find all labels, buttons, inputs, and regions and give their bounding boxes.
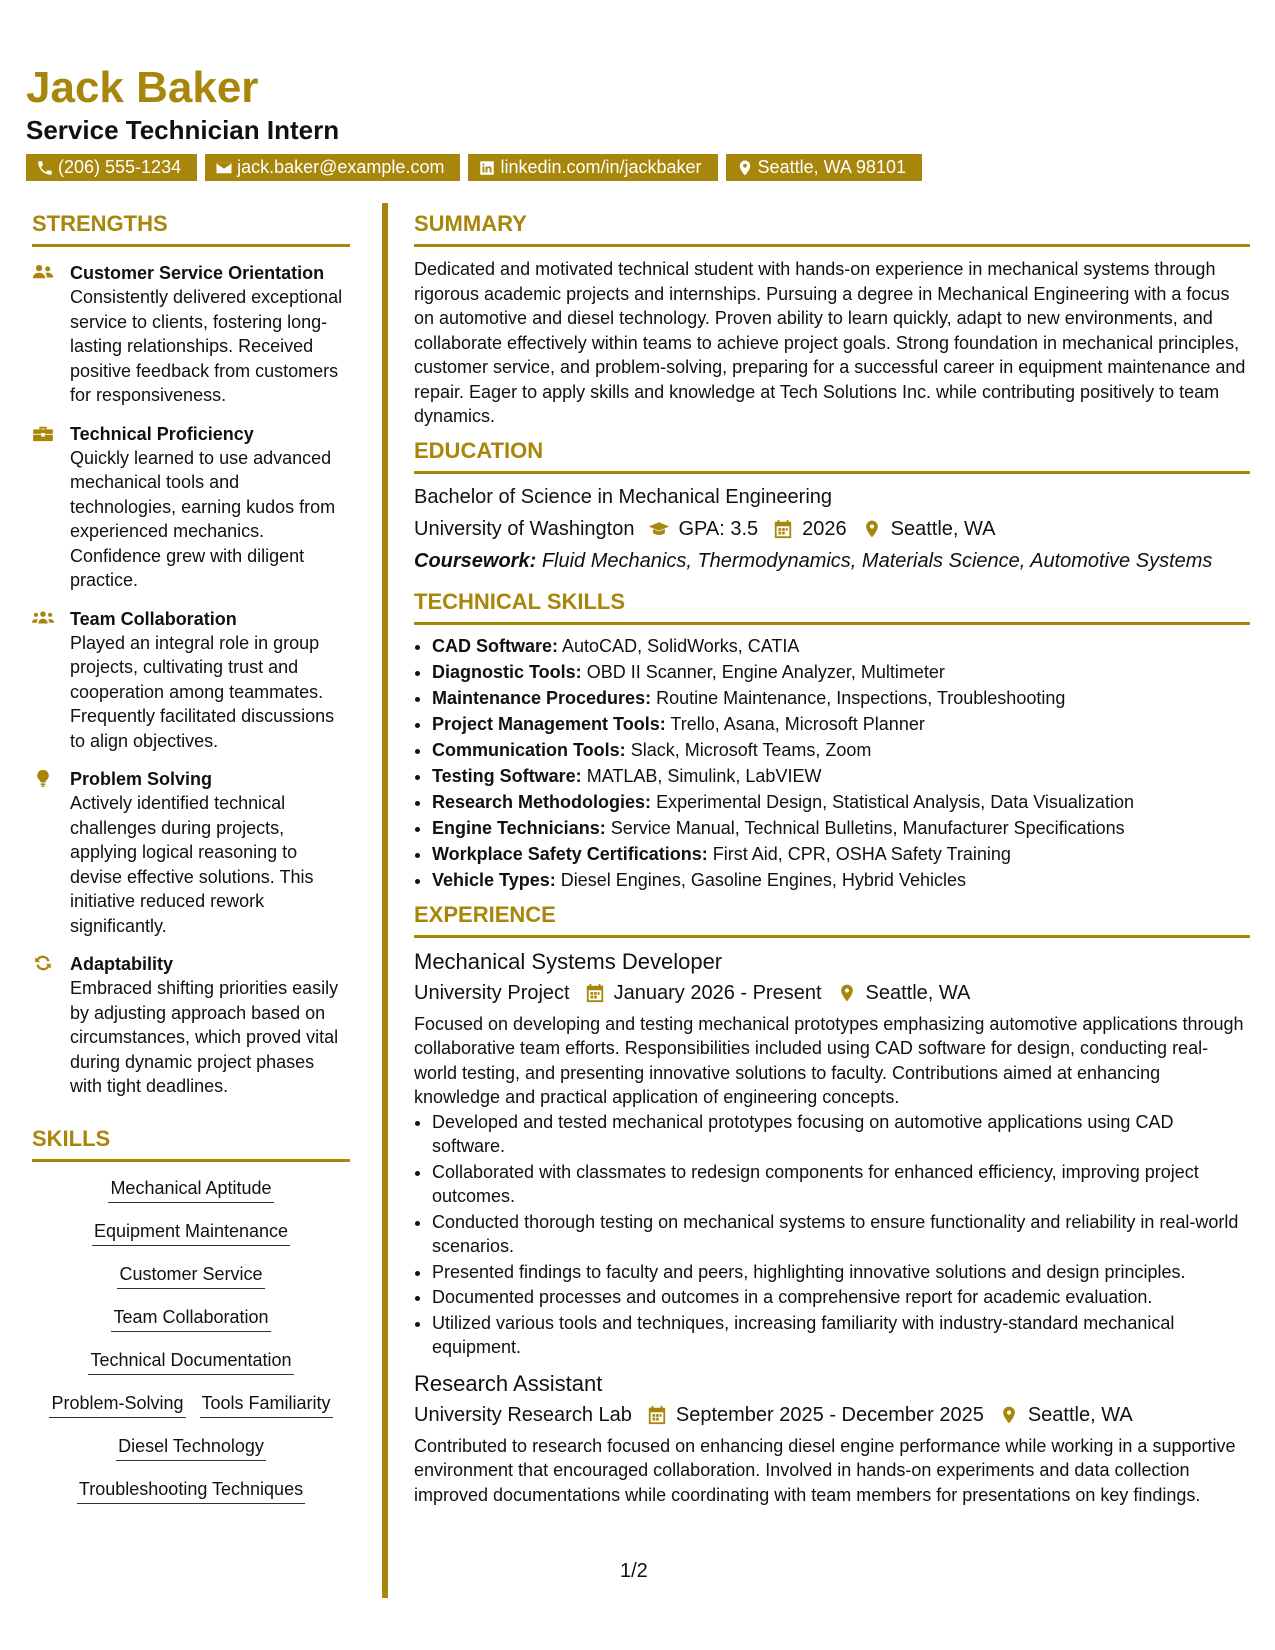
calendar-icon: [584, 983, 606, 1003]
technical-skills-list: [414, 633, 1250, 893]
strengths-heading: STRENGTHS: [32, 210, 350, 247]
list-item: [432, 685, 1250, 711]
list-item: • Utilized various tools and techniques, increasing familiarity with industry-standard mechanical equipment.: [432, 1311, 1250, 1360]
list-item: • Presented findings to faculty and peers, highlighting innovative solutions and design principles.: [432, 1260, 1250, 1285]
coursework: [414, 546, 1250, 576]
job-dates: September 2025 - December 2025: [675, 1403, 984, 1426]
tech-skill-label: Project Management Tools:: [432, 713, 666, 734]
strength-desc: Played an integral role in group projects, cultivating trust and cooperation among teammates. Frequently facilitated discussions to align objectives.: [70, 632, 335, 751]
skill-tag: Tools Familiarity: [200, 1391, 333, 1418]
tech-skill-value: Slack, Microsoft Teams, Zoom: [630, 739, 872, 760]
contact-email[interactable]: [205, 154, 460, 181]
team-icon: [32, 609, 54, 627]
candidate-name: Jack Baker: [26, 63, 259, 112]
strength-item: [32, 261, 350, 408]
lightbulb-icon: [32, 769, 54, 787]
job-org: University Research Lab: [414, 1403, 632, 1426]
location-pin-icon: [836, 983, 858, 1003]
strength-title: Customer Service Orientation: [70, 263, 325, 283]
tech-skill-value: Experimental Design, Statistical Analysis, Data Visualization: [656, 791, 1134, 812]
job-entry: [414, 948, 1250, 1360]
list-item: • Documented processes and outcomes in a comprehensive report for academic evaluation.: [432, 1285, 1250, 1310]
tech-skill-value: Routine Maintenance, Inspections, Troubleshooting: [656, 687, 1066, 708]
skill-tag: Troubleshooting Techniques: [77, 1477, 305, 1504]
technical-skills-heading: TECHNICAL SKILLS: [414, 588, 1250, 625]
location-pin-icon: [861, 519, 883, 539]
strength-desc: Consistently delivered exceptional service to clients, fostering long-lasting relationships. Received positive feedback from customers for responsiveness.: [70, 287, 343, 405]
job-meta: [414, 1400, 1250, 1430]
tech-skill-value: First Aid, CPR, OSHA Safety Training: [712, 843, 1011, 864]
toolbox-icon: [32, 424, 54, 442]
resume-header: [26, 62, 1246, 181]
list-item: [432, 737, 1250, 763]
list-item: [432, 711, 1250, 737]
tech-skill-label: Engine Technicians:: [432, 817, 606, 838]
job-entry: [414, 1370, 1250, 1508]
tech-skill-label: Diagnostic Tools:: [432, 661, 582, 682]
school-name: University of Washington: [414, 517, 635, 540]
location-pin-icon: [736, 159, 754, 177]
location-pin-icon: [998, 1405, 1020, 1425]
contact-linkedin[interactable]: [468, 154, 717, 181]
skill-tag: Equipment Maintenance: [92, 1219, 290, 1246]
list-item: [432, 633, 1250, 659]
job-org: University Project: [414, 981, 570, 1004]
education-meta: [414, 514, 1250, 544]
contact-bar: [26, 154, 1246, 181]
tech-skill-value: MATLAB, Simulink, LabVIEW: [586, 765, 822, 786]
skills-list: [32, 1176, 350, 1504]
list-item: • Developed and tested mechanical prototypes focusing on automotive applications using CAD software.: [432, 1110, 1250, 1159]
strength-item: [32, 422, 350, 593]
sync-icon: [32, 954, 54, 972]
column-divider: [382, 203, 388, 1598]
tech-skill-label: Maintenance Procedures:: [432, 687, 652, 708]
job-description: Focused on developing and testing mechanical prototypes emphasizing automotive applications through collaborative team efforts. Responsibilities included using CAD software for design, conducting real-world testing, and presenting innovative solutions to faculty. Contributions aimed at enhancing knowledge and practical application of engineering concepts.: [414, 1013, 1244, 1107]
graduation-year: 2026: [802, 517, 847, 540]
calendar-icon: [772, 519, 794, 539]
strength-desc: Embraced shifting priorities easily by adjusting approach based on circumstances, which proved vital during dynamic project phases with tight deadlines.: [70, 978, 339, 1096]
job-location: Seattle, WA: [865, 981, 971, 1004]
strength-desc: Actively identified technical challenges during projects, applying logical reasoning to devise effective solutions. This initiative reduced rework significantly.: [70, 793, 314, 936]
strength-title: Adaptability: [70, 954, 174, 974]
list-item: [432, 659, 1250, 685]
tech-skill-value: OBD II Scanner, Engine Analyzer, Multimeter: [586, 661, 945, 682]
list-item: • Conducted thorough testing on mechanical systems to ensure functionality and reliability in real-world scenarios.: [432, 1210, 1250, 1259]
experience-heading: EXPERIENCE: [414, 901, 1250, 938]
tech-skill-label: Vehicle Types:: [432, 869, 556, 890]
strength-title: Problem Solving: [70, 769, 213, 789]
job-bullets: [414, 1110, 1250, 1360]
tech-skill-label: Communication Tools:: [432, 739, 626, 760]
coursework-label: Coursework:: [414, 549, 537, 572]
contact-email-text: jack.baker@example.com: [237, 157, 445, 177]
job-description: Contributed to research focused on enhancing diesel engine performance while working in a supportive environment that encouraged collaboration. Involved in hands-on experiments and data collection improved documentations while coordinating with team members for presentations on key findings.: [414, 1435, 1236, 1505]
skills-heading: SKILLS: [32, 1125, 350, 1162]
list-item: [432, 841, 1250, 867]
skill-tag: Mechanical Aptitude: [108, 1176, 273, 1203]
tech-skill-label: Research Methodologies:: [432, 791, 652, 812]
education-heading: EDUCATION: [414, 437, 1250, 474]
job-location: Seattle, WA: [1027, 1403, 1133, 1426]
strength-title: Technical Proficiency: [70, 423, 254, 444]
list-item: [432, 815, 1250, 841]
linkedin-icon: [478, 159, 496, 177]
strength-desc: Quickly learned to use advanced mechanical tools and technologies, earning kudos from experienced mechanics. Confidence grew with diligent practice.: [70, 447, 336, 590]
education-location: Seattle, WA: [890, 517, 996, 540]
degree: Bachelor of Science in Mechanical Engineering: [414, 485, 833, 508]
left-column: [32, 210, 350, 1520]
tech-skill-label: Workplace Safety Certifications:: [432, 843, 708, 864]
contact-location: [726, 154, 922, 181]
strength-item: [32, 607, 350, 754]
skill-tag: Diesel Technology: [116, 1434, 266, 1461]
skill-tag: Team Collaboration: [111, 1305, 270, 1332]
job-dates: January 2026 - Present: [613, 981, 822, 1004]
graduation-cap-icon: [648, 519, 670, 539]
job-title: Service Technician Intern: [26, 115, 340, 145]
tech-skill-label: Testing Software:: [432, 765, 582, 786]
tech-skill-value: AutoCAD, SolidWorks, CATIA: [562, 635, 800, 656]
tech-skill-value: Trello, Asana, Microsoft Planner: [670, 713, 925, 734]
tech-skill-label: CAD Software:: [432, 635, 559, 656]
calendar-icon: [646, 1405, 668, 1425]
job-meta: [414, 978, 1250, 1008]
skill-tag: Problem-Solving: [49, 1391, 185, 1418]
envelope-icon: [215, 159, 233, 177]
strength-item: [32, 952, 350, 1099]
strength-title: Team Collaboration: [70, 608, 237, 629]
skill-tag: Technical Documentation: [88, 1348, 293, 1375]
phone-icon: [36, 159, 54, 177]
contact-location-text: Seattle, WA 98101: [757, 157, 906, 177]
gpa: GPA: 3.5: [678, 517, 759, 540]
summary-heading: SUMMARY: [414, 210, 1250, 247]
right-column: [414, 210, 1250, 1507]
job-role: Mechanical Systems Developer: [414, 948, 723, 974]
tech-skill-value: Diesel Engines, Gasoline Engines, Hybrid Vehicles: [560, 869, 966, 890]
list-item: [432, 867, 1250, 893]
skill-tag: Customer Service: [117, 1262, 264, 1289]
users-icon: [32, 263, 54, 281]
page-number: 1/2: [620, 1560, 648, 1582]
contact-phone-text: (206) 555-1234: [58, 157, 182, 177]
job-role: Research Assistant: [414, 1370, 603, 1396]
list-item: [432, 763, 1250, 789]
strength-item: [32, 767, 350, 938]
contact-linkedin-text: linkedin.com/in/jackbaker: [500, 157, 702, 177]
list-item: • Collaborated with classmates to redesign components for enhanced efficiency, improving project outcomes.: [432, 1160, 1250, 1209]
contact-phone[interactable]: [26, 154, 197, 181]
tech-skill-value: Service Manual, Technical Bulletins, Manufacturer Specifications: [610, 817, 1125, 838]
coursework-list: Fluid Mechanics, Thermodynamics, Materials Science, Automotive Systems: [541, 549, 1213, 572]
list-item: [432, 789, 1250, 815]
summary-text: Dedicated and motivated technical student with hands-on experience in mechanical systems through rigorous academic projects and internships. Pursuing a degree in Mechanical Engineering with a focus on automotive and diesel technology. Proven ability to learn quickly, adapt to new environments, and collaborate effectively within teams to achieve project goals. Strong foundation in mechanical principles, customer service, and problem-solving, preparing for a successful career in equipment maintenance and repair. Eager to apply skills and knowledge at Tech Solutions Inc. while contributing positively to team dynamics.: [414, 259, 1246, 426]
